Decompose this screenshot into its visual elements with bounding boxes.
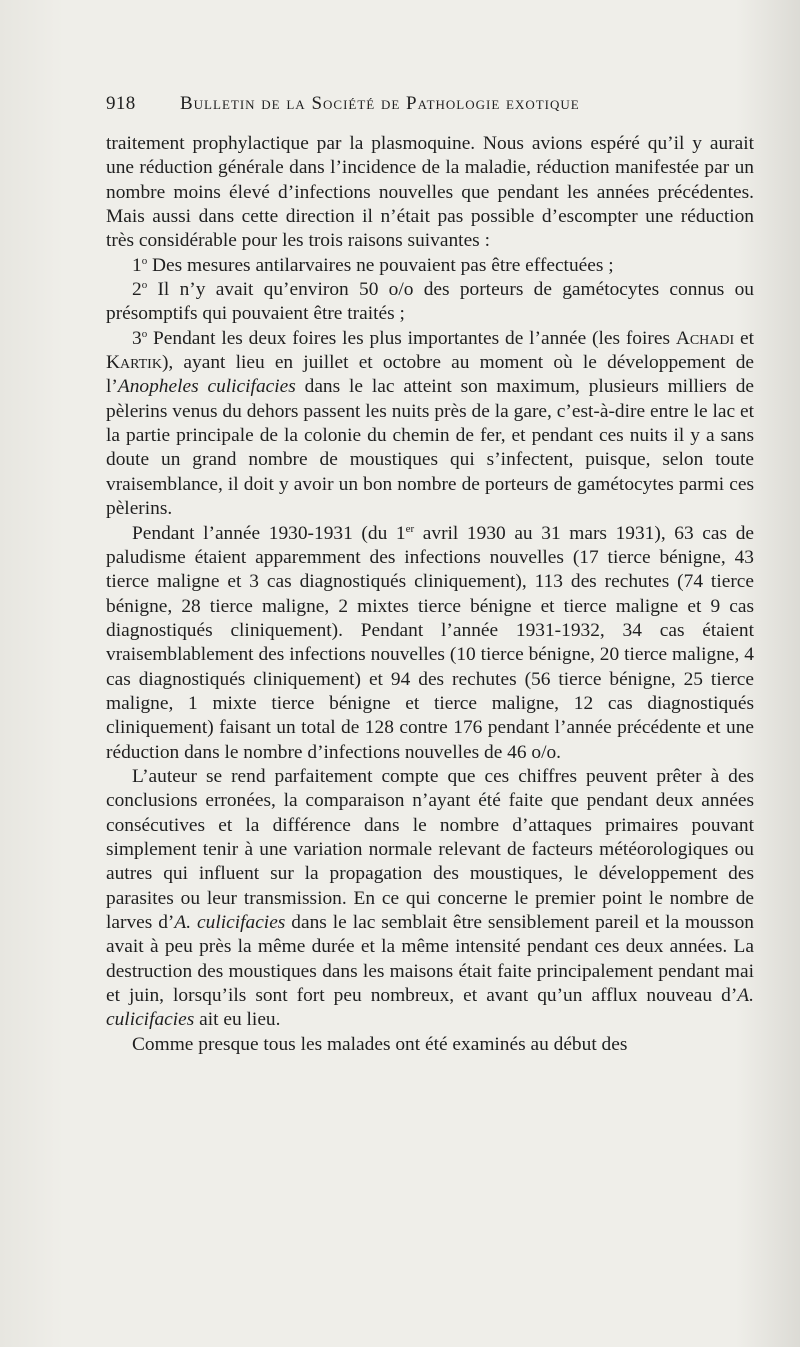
text-run: 2	[132, 279, 142, 301]
body-text	[106, 132, 754, 1057]
superscript: o	[141, 327, 148, 340]
text-run: 1	[132, 254, 142, 276]
small-caps-name: Achadi	[675, 327, 735, 349]
paragraph-reason-3	[106, 327, 754, 522]
text-run: Comme presque tous les malades ont été examinés au début des	[132, 1033, 628, 1055]
italic-term: Anopheles culicifacies	[117, 376, 296, 398]
paragraph-statistics	[106, 522, 754, 765]
small-caps-name: Kartik	[106, 352, 162, 374]
text-run: ), ayant lieu en juillet et octobre au moment où le développement de l’	[106, 352, 754, 398]
running-header	[106, 93, 754, 115]
paragraph-reason-2	[106, 278, 754, 327]
text-run: dans le lac atteint son maximum, plusieurs milliers de pèlerins venus du dehors passent les nuits près de la gare, c’est-à-dire entre le lac et la partie principale de la colonie du chemin de fer, et pendant ces nuits il y a sans doute un grand nombre de moustiques qui s’infectent, puisque, selon toute vraisemblance, il doit y avoir un bon nombre de porteurs de gamétocytes parmi ces pèlerins.	[106, 376, 754, 520]
italic-term: A. culicifacies	[174, 912, 286, 933]
paragraph-continuation	[106, 132, 754, 254]
journal-title: Bulletin de la Société de Pathologie exotique	[180, 93, 580, 114]
paragraph-discussion	[106, 765, 754, 1033]
superscript: er	[405, 522, 415, 535]
superscript: o	[141, 254, 148, 267]
text-run: 3	[132, 327, 142, 349]
text-run: Il n’y avait qu’environ 50 o/o des porteurs de gamétocytes connus ou présomptifs qui pouvaient être traités ;	[106, 279, 754, 325]
text-run: Pendant l’année 1930-1931 (du 1	[132, 522, 406, 544]
paragraph-reason-1	[106, 254, 754, 278]
text-run: traitement prophylactique par la plasmoquine. Nous avions espéré qu’il y aurait une réduction générale dans l’incidence de la maladie, réduction manifestée par un nombre moins élevé d’infections nouvelles que pendant les années précédentes. Mais aussi dans cette direction il n’était pas possible d’escompter une réduction très considérable pour les trois raisons suivantes :	[106, 133, 754, 252]
text-run: Pendant les deux foires les plus importantes de l’année (les foires	[147, 327, 676, 349]
paragraph-final	[106, 1033, 754, 1057]
italic-term: A. culicifacies	[106, 985, 754, 1031]
superscript: o	[141, 279, 148, 292]
text-run: et	[734, 327, 754, 349]
page-number: 918	[106, 93, 136, 114]
text-run: L’auteur se rend parfaitement compte que ces chiffres peuvent prêter à des conclusions erronées, la comparaison n’ayant été faite que pendant deux années consécutives et la différence dans le nombre d’attaques primaires pouvant simplement tenir à une variation normale relevant de facteurs météorologiques ou autres qui influent sur la propagation des moustiques, le développement des parasites ou leur transmission. En ce qui concerne le premier point le nombre de larves d’	[106, 765, 754, 933]
text-run: Des mesures antilarvaires ne pouvaient pas être effectuées ;	[147, 254, 614, 276]
text-run: avril 1930 au 31 mars 1931), 63 cas de paludisme étaient apparemment des infections nouvelles (17 tierce bénigne, 43 tierce maligne et 3 cas diagnostiqués cliniquement), 113 des rechutes (74 tierce bénigne, 28 tierce maligne, 2 mixtes tierce bénigne et tierce maligne et 9 cas diagnostiqués cliniquement). Pendant l’année 1931-1932, 34 cas étaient vraisemblablement des infections nouvelles (10 tierce bénigne, 20 tierce maligne, 4 cas diagnostiqués cliniquement) et 94 des rechutes (56 tierce bénigne, 25 tierce maligne, 1 mixte tierce bénigne et tierce maligne, 12 cas diagnostiqués cliniquement) faisant un total de 128 contre 176 pendant l’année précédente et une réduction dans le nombre d’infections nouvelles de 46 o/o.	[106, 522, 754, 763]
text-run: dans le lac semblait être sensiblement pareil et la mousson avait à peu près la même durée et la même intensité pendant ces deux années. La destruction des moustiques dans les maisons était faite principalement pendant mai et juin, lorsqu’ils sont fort peu nombreux, et avant qu’un afflux nouveau d’	[106, 912, 754, 1007]
text-run: ait eu lieu.	[194, 1009, 281, 1031]
